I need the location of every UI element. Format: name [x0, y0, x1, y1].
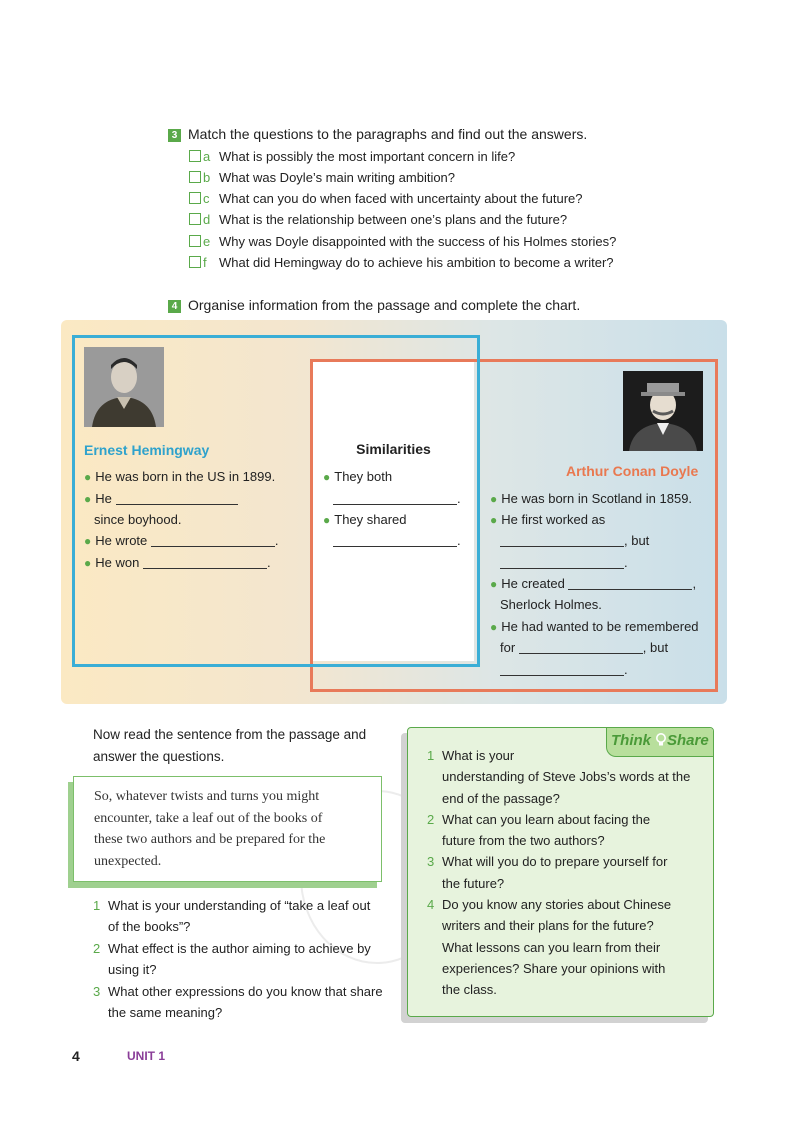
portrait-icon	[623, 371, 703, 451]
checkbox[interactable]	[189, 256, 201, 268]
doyle-fact	[490, 619, 699, 634]
question-text: What other expressions do you know that share	[108, 983, 383, 999]
bullet-icon: ●	[323, 470, 331, 484]
question-letter: f	[203, 255, 207, 270]
answer-blank[interactable]	[151, 534, 275, 547]
answer-blank[interactable]	[500, 663, 624, 676]
question-text: What is your understanding of “take a leaf out	[108, 898, 371, 913]
question-letter: d	[203, 212, 211, 227]
section-title: Match the questions to the paragraphs and find out the answers.	[188, 126, 588, 142]
section-number-badge: 4	[168, 300, 181, 313]
answer-blank[interactable]	[500, 534, 624, 547]
section-title: Organise information from the passage and complete the chart.	[188, 297, 581, 313]
think-question: 3 What will you do to prepare yourself for	[427, 854, 668, 870]
fact-text: He	[95, 491, 112, 506]
bullet-icon: ●	[84, 470, 92, 484]
question-row[interactable]	[189, 212, 567, 227]
reading-intro	[93, 724, 366, 767]
question-text-cont: using it?	[108, 962, 157, 978]
bullet-icon: ●	[490, 577, 498, 591]
question-letter: e	[203, 234, 211, 249]
bullet-icon: ●	[84, 556, 92, 570]
question-text-cont: the class.	[442, 982, 497, 998]
doyle-fact-cont	[500, 533, 649, 548]
question-text: What is the relationship between one’s plans and the future?	[219, 212, 568, 227]
unit-label: UNIT 1	[127, 1049, 166, 1063]
question-text: What can you learn about facing the	[442, 811, 651, 827]
doyle-name: Arthur Conan Doyle	[566, 463, 699, 479]
question-text-cont: the same meaning?	[108, 1005, 223, 1021]
similarity-item	[323, 512, 407, 527]
question-letter: a	[203, 149, 211, 164]
answer-blank[interactable]	[568, 577, 692, 590]
question-text: What can you do when faced with uncertainty about the future?	[219, 191, 583, 206]
hemingway-fact	[84, 469, 275, 484]
question-row[interactable]	[189, 234, 616, 249]
question-text-cont: understanding of Steve Jobs’s words at the	[442, 769, 691, 785]
answer-blank[interactable]	[333, 534, 457, 547]
reading-question: 3 What other expressions do you know that share	[93, 983, 383, 999]
question-text: What will you do to prepare yourself for	[442, 854, 668, 870]
intro-line: answer the questions.	[93, 748, 225, 764]
answer-blank[interactable]	[116, 492, 238, 505]
fact-text: He had wanted to be remembered	[501, 619, 699, 634]
checkbox[interactable]	[189, 171, 201, 183]
quote-line: these two authors and be prepared for the	[94, 832, 326, 847]
question-text-cont: What lessons can you learn from their	[442, 939, 661, 955]
hemingway-name: Ernest Hemingway	[84, 442, 210, 458]
question-text: What is your	[442, 748, 515, 763]
answer-blank[interactable]	[519, 641, 643, 654]
doyle-fact-cont: .	[500, 662, 628, 677]
bullet-icon: ●	[323, 513, 331, 527]
fact-text: , but	[624, 533, 650, 548]
answer-blank[interactable]	[143, 556, 267, 569]
question-text: What did Hemingway do to achieve his ambition to become a writer?	[219, 255, 614, 270]
think-share-questions	[427, 745, 690, 1001]
checkbox[interactable]	[189, 150, 201, 162]
question-letter: b	[203, 170, 211, 185]
question-text-cont: end of the passage?	[442, 790, 560, 806]
section-4-heading	[168, 297, 580, 313]
fact-text: for	[500, 640, 516, 655]
quote-line: encounter, take a leaf out of the books of	[94, 810, 323, 826]
quote-line: unexpected.	[94, 853, 162, 869]
doyle-fact	[490, 512, 605, 527]
bullet-icon: ●	[84, 534, 92, 548]
question-text-cont: the future?	[442, 875, 505, 891]
doyle-fact	[490, 491, 692, 506]
section-number-badge: 3	[168, 129, 181, 142]
bullet-icon: ●	[84, 492, 92, 506]
doyle-fact-cont: .	[500, 555, 628, 570]
quote-box	[73, 776, 382, 882]
doyle-photo	[623, 371, 703, 451]
checkbox[interactable]	[189, 192, 201, 204]
fact-text: He first worked as	[501, 512, 606, 527]
checkbox[interactable]	[189, 213, 201, 225]
question-letter: c	[203, 191, 210, 206]
similarity-item	[323, 469, 392, 484]
doyle-fact: ● He created ,	[490, 576, 697, 591]
section-3-heading	[168, 126, 587, 142]
question-text-cont: writers and their plans for the future?	[442, 918, 654, 934]
bullet-icon: ●	[490, 513, 498, 527]
bullet-icon: ●	[490, 620, 498, 634]
quote-text	[94, 786, 369, 872]
question-text: What was Doyle’s main writing ambition?	[219, 170, 456, 185]
quote-line: So, whatever twists and turns you might	[94, 789, 320, 804]
similarity-blank-line: .	[333, 491, 461, 506]
doyle-fact-cont	[500, 640, 668, 655]
reading-question: 1 What is your understanding of “take a leaf out	[93, 898, 371, 913]
think-share-box	[407, 727, 714, 1017]
question-text-cont: of the books”?	[108, 919, 191, 935]
fact-text: He created	[501, 576, 565, 591]
answer-blank[interactable]	[500, 556, 624, 569]
fact-text: He was born in the US in 1899.	[95, 469, 276, 484]
question-text: Why was Doyle disappointed with the success of his Holmes stories?	[219, 234, 617, 249]
question-text: Do you know any stories about Chinese	[442, 897, 672, 913]
hemingway-fact	[84, 491, 238, 506]
think-question: 1 What is your	[427, 748, 515, 763]
reading-questions	[93, 895, 383, 1023]
question-text: What is possibly the most important concern in life?	[219, 149, 516, 164]
similarities-title: Similarities	[356, 441, 431, 457]
hemingway-fact: ● He won .	[84, 555, 271, 570]
answer-blank[interactable]	[333, 492, 457, 505]
fact-text: He wrote	[95, 533, 148, 548]
fact-text: He was born in Scotland in 1859.	[501, 491, 693, 506]
question-row[interactable]	[189, 149, 515, 164]
page-number: 4	[72, 1048, 80, 1064]
fact-text: He won	[95, 555, 140, 570]
question-text-cont: experiences? Share your opinions with	[442, 960, 666, 976]
question-text-cont: future from the two authors?	[442, 833, 605, 849]
question-row[interactable]	[189, 170, 455, 185]
fact-text: , but	[642, 640, 669, 655]
intro-line: Now read the sentence from the passage and	[93, 727, 367, 742]
think-question: 4 Do you know any stories about Chinese	[427, 897, 672, 913]
question-row[interactable]	[189, 255, 614, 270]
checkbox[interactable]	[189, 235, 201, 247]
hemingway-fact: ● He wrote .	[84, 533, 279, 548]
reading-question: 2 What effect is the author aiming to achieve by	[93, 940, 371, 956]
similarity-text: They both	[334, 469, 393, 484]
portrait-icon	[84, 347, 164, 427]
doyle-fact-cont: Sherlock Holmes.	[500, 597, 602, 612]
hemingway-fact-cont: since boyhood.	[94, 512, 182, 527]
hemingway-photo	[84, 347, 164, 427]
question-text: What effect is the author aiming to achieve by	[108, 940, 371, 956]
think-label: Think	[611, 732, 651, 749]
think-question: 2 What can you learn about facing the	[427, 811, 651, 827]
bullet-icon: ●	[490, 492, 498, 506]
similarity-text: They shared	[334, 512, 407, 527]
question-row[interactable]	[189, 191, 583, 206]
similarity-blank-line: .	[333, 533, 461, 548]
share-label: Share	[667, 732, 709, 749]
